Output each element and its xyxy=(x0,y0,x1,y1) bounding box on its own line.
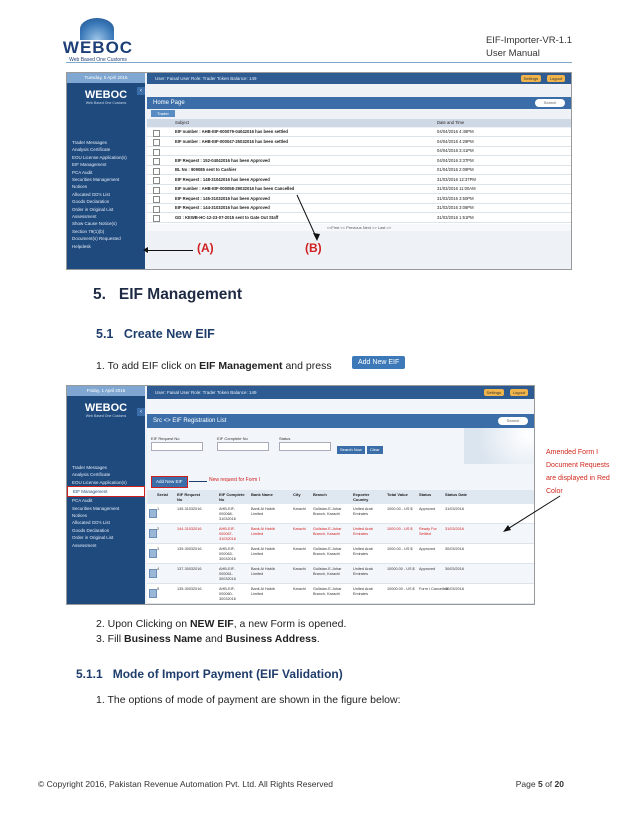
filter-complete-input[interactable] xyxy=(217,442,269,451)
cell-st: Ready For Settled xyxy=(419,527,437,536)
sidebar-item[interactable]: Assessment xyxy=(72,542,97,548)
step-4: 1. The options of mode of payment are shown in the figure below: xyxy=(96,694,401,706)
sidebar-item[interactable]: Allocated GD's List xyxy=(72,520,110,526)
cell-cmp[interactable]: AHB-EIF-000060-30032016 xyxy=(219,587,236,601)
cell-ctry: United Arab Emirates xyxy=(353,587,373,596)
step-3-mid: and xyxy=(202,633,226,645)
sidebar-item[interactable]: Analysis Certificate xyxy=(72,472,111,478)
row-subject: BL No : 909085 sent to Cashier xyxy=(175,167,237,172)
edit-icon[interactable] xyxy=(149,569,157,578)
cell-val: 10000.00 - US $ xyxy=(387,567,415,571)
column-header[interactable]: EIF Request No xyxy=(177,492,201,502)
step-2-bold: NEW EIF xyxy=(189,618,234,630)
footer-of: of xyxy=(542,779,555,789)
step-3-post: . xyxy=(316,633,320,645)
cell-br: Gulistan-E-Johar Branch, Karachi xyxy=(313,567,342,576)
filter-status-label: Status xyxy=(279,436,291,441)
sidebar-item[interactable]: EIF Management xyxy=(72,162,107,168)
user-bar: User: Faisal User Role: Trader Token Balance: 149 xyxy=(147,73,571,84)
sidebar-item[interactable]: Notices xyxy=(72,513,88,519)
sidebar2-logo: WEBOC xyxy=(84,402,128,414)
row-date: 31/03/2016 3:50PM xyxy=(437,195,474,201)
cell-bank: Bank Al Habib Limited xyxy=(251,587,275,596)
cell-val: 1000.00 - US $ xyxy=(387,507,413,511)
row-checkbox[interactable] xyxy=(153,177,160,184)
footer-page-total: 20 xyxy=(554,779,564,789)
cell-dt: 31/03/2016 xyxy=(445,507,465,511)
cell-city: Karachi xyxy=(293,587,306,591)
sidebar-item[interactable]: Goods Declaration xyxy=(72,199,110,205)
settings-button-2[interactable]: Settings xyxy=(484,389,504,396)
tab-trader[interactable]: Trader xyxy=(151,110,175,117)
column-header[interactable]: Bank Name xyxy=(251,492,273,497)
cell-br: Gulistan-E-Johar Branch, Karachi xyxy=(313,507,342,516)
cell-n: 5 xyxy=(157,587,160,591)
column-header[interactable]: City xyxy=(293,492,301,497)
cell-n: 1 xyxy=(157,507,160,511)
col-subject: Subject xyxy=(175,120,189,125)
section-511-number: 5.1.1 xyxy=(76,667,103,681)
footer-page-label: Page xyxy=(515,779,538,789)
filter-req-input[interactable] xyxy=(151,442,203,451)
pager[interactable]: <<First << Previous Next >> Last >> xyxy=(147,224,571,231)
column-header[interactable]: Status Date xyxy=(445,492,468,497)
row-checkbox[interactable] xyxy=(153,168,160,175)
edit-icon[interactable] xyxy=(149,529,157,538)
filter-complete-label: EIF Complete No xyxy=(217,436,248,441)
sidebar-item[interactable]: Allocated GD's List xyxy=(72,191,110,197)
cell-cmp[interactable]: AHB-EIF-000067-31032016 xyxy=(219,527,236,541)
row-subject: EIF Request : 152-04042016 has been Approved xyxy=(175,157,270,163)
row-subject: EIF Request : 148-31042016 has been Approved xyxy=(175,176,270,182)
cell-city: Karachi xyxy=(293,547,306,551)
footer-page-number: 5 xyxy=(537,779,543,789)
logo-text: WEBOC xyxy=(62,38,134,57)
cell-bank: Bank Al Habib Limited xyxy=(251,527,275,536)
collapse-chevron-icon[interactable]: ‹ xyxy=(137,87,145,95)
cell-dt: 30/03/2016 xyxy=(445,567,465,571)
row-checkbox[interactable] xyxy=(153,149,160,156)
row-date: 31/03/2016 1:51PM xyxy=(437,214,474,220)
decorative-curve xyxy=(464,428,534,464)
cell-bank: Bank Al Habib Limited xyxy=(251,507,275,516)
globe-icon xyxy=(80,18,114,40)
cell-req[interactable]: 139-30032016 xyxy=(177,547,202,551)
cell-st: Approved xyxy=(419,567,436,571)
cell-ctry: United Arab Emirates xyxy=(353,527,373,536)
cell-br: Gulistan-E-Johar Branch, Karachi xyxy=(313,547,342,556)
sidebar-item[interactable]: Analysis Certificate xyxy=(72,147,111,153)
add-new-eif-button[interactable]: Add New EIF xyxy=(352,356,405,369)
screenshot2-sidebar xyxy=(67,386,145,604)
table-row[interactable] xyxy=(147,195,571,204)
cell-br: Gulistan-E-Johar Branch, Karachi xyxy=(313,527,342,536)
section-51-number: 5.1 xyxy=(96,327,114,341)
sidebar-item[interactable]: Trader Messages xyxy=(72,465,107,470)
sidebar-item[interactable]: EOU License Application(s) xyxy=(72,479,127,485)
cell-val: 1000.00 - US $ xyxy=(387,547,413,551)
step-3-bold-2: Business Address xyxy=(225,633,317,645)
cell-ctry: United Arab Emirates xyxy=(353,547,373,556)
side-note-line-2: Document Requests xyxy=(546,462,610,469)
cell-dt: 30/03/2016 xyxy=(445,547,465,551)
screenshot-eif-list xyxy=(66,385,535,605)
table-row[interactable] xyxy=(147,544,534,564)
screenshot-sidebar xyxy=(67,73,145,269)
section-5-heading xyxy=(93,286,242,304)
sidebar-item[interactable]: Order in Original List xyxy=(72,206,114,212)
cell-st: Approved xyxy=(419,547,436,551)
side-note-line-3: are displayed in Red xyxy=(546,475,610,482)
sidebar-item[interactable]: EOU License Application(s) xyxy=(72,154,127,160)
step-1-post: and press xyxy=(282,360,332,372)
arrow-a xyxy=(147,250,193,251)
side-note-line-4: Color xyxy=(546,488,563,495)
table-row[interactable] xyxy=(147,185,571,194)
search-now-button[interactable]: Search Now xyxy=(337,446,365,454)
sidebar-item[interactable]: Section 79(1)(b) xyxy=(72,228,105,234)
cell-city: Karachi xyxy=(293,567,306,571)
table-row[interactable] xyxy=(147,147,571,156)
arrowhead-a xyxy=(143,247,148,253)
row-subject: EIF Request : 144-31032016 has been Approved xyxy=(175,205,270,210)
row-checkbox[interactable] xyxy=(153,139,160,146)
sidebar-item[interactable]: PCA Audit xyxy=(72,498,93,504)
document-header xyxy=(486,34,572,60)
arrow-b xyxy=(295,193,325,243)
cell-req[interactable]: 145-31032016 xyxy=(177,507,202,511)
section-511-title: Mode of Import Payment (EIF Validation) xyxy=(112,667,343,681)
sidebar-item[interactable]: Notices xyxy=(72,184,88,190)
column-header[interactable]: Status xyxy=(419,492,432,497)
row-subject: EIF Request : 145-31032016 has been Approved xyxy=(175,195,270,201)
section-51-heading xyxy=(96,327,215,341)
step-3-bold-1: Business Name xyxy=(124,633,203,645)
sidebar2-date: Friday, 1 April 2016 xyxy=(67,386,145,396)
row-date: 01/04/2016 2:09PM xyxy=(437,167,474,172)
add-new-eif-button-2[interactable]: Add New EIF xyxy=(151,476,188,488)
header-divider xyxy=(66,62,572,63)
sidebar-item[interactable]: PCA Audit xyxy=(72,169,93,175)
footer-copyright: © Copyright 2016, Pakistan Revenue Automation Pvt. Ltd. All Rights Reserved xyxy=(38,779,333,789)
row-checkbox[interactable] xyxy=(153,196,160,203)
cell-cmp[interactable]: AHB-EIF-000068-31032016 xyxy=(219,507,236,521)
arrow-side-note xyxy=(498,494,568,536)
filter-req-label: EIF Request No xyxy=(151,436,180,441)
step-1-bold: EIF Management xyxy=(199,360,283,372)
step-3 xyxy=(96,633,320,645)
table-row[interactable] xyxy=(147,128,571,137)
user-bar-2: User: Faisal User Role: Trader Token Balance: 149 xyxy=(147,386,534,399)
table-row[interactable] xyxy=(147,157,571,166)
step-2-text: 2. Upon Clicking on xyxy=(96,618,190,630)
filter-status-select[interactable] xyxy=(279,442,331,451)
row-date: 04/04/2016 4:48PM xyxy=(437,129,474,134)
page-title: Home Page xyxy=(147,97,571,109)
row-subject: EIF number : AHB-EIF-000058-29032016 has been Cancelled xyxy=(175,186,295,191)
side-note-line-1: Amended Form I xyxy=(546,449,599,456)
doc-title: EIF-Importer-VR-1.1 xyxy=(485,35,572,46)
table-row[interactable] xyxy=(147,204,571,213)
side-note xyxy=(546,446,626,498)
edit-icon[interactable] xyxy=(149,549,157,558)
row-checkbox[interactable] xyxy=(153,130,160,137)
cell-ctry: United Arab Emirates xyxy=(353,507,373,516)
row-date: 04/04/2016 3:37PM xyxy=(437,157,474,163)
cell-st: Form I Cancelled xyxy=(419,587,448,591)
sidebar-item[interactable]: Show Cause Notice(s) xyxy=(72,221,117,227)
cell-n: 4 xyxy=(157,567,160,571)
row-date: 04/04/2016 4:29PM xyxy=(437,138,474,144)
search-input[interactable]: Search xyxy=(535,99,565,107)
sidebar-item[interactable]: Helpdesk xyxy=(72,243,91,249)
row-subject: GD : KEWB-HC-12-23-07-2015 sent to Gate Out Staff xyxy=(175,214,279,220)
edit-icon[interactable] xyxy=(149,589,157,598)
cell-bank: Bank Al Habib Limited xyxy=(251,567,275,576)
step-1-text: 1. To add EIF click on xyxy=(96,360,200,372)
footer-page xyxy=(516,779,564,789)
cell-dt: 30/03/2016 xyxy=(445,587,465,591)
logout-button-2[interactable]: Logout xyxy=(510,389,528,396)
cell-ctry: United Arab Emirates xyxy=(353,567,373,576)
sidebar-item[interactable]: Document(s) Requested xyxy=(72,236,121,242)
table-row[interactable] xyxy=(147,564,534,584)
cell-val: 10000.00 - US $ xyxy=(387,587,415,591)
sidebar-item[interactable]: Order in Original List xyxy=(72,535,114,541)
logout-button[interactable]: Logout xyxy=(547,75,565,82)
sidebar2-logo-sub: Web Based One Customs xyxy=(85,414,127,418)
row-subject: EIF number : AHB-EIF-000079-04042016 has been settled xyxy=(175,129,288,134)
sidebar-logo: WEBOC xyxy=(84,89,128,101)
section-5-title: EIF Management xyxy=(118,286,243,303)
screenshot-home-page xyxy=(66,72,572,270)
step-2-post: , a new Form is opened. xyxy=(233,618,347,630)
table-row[interactable] xyxy=(147,176,571,185)
cell-cmp[interactable]: AHB-EIF-000063-30032016 xyxy=(219,547,236,561)
cell-st: Approved xyxy=(419,507,436,511)
column-header[interactable]: Branch xyxy=(313,492,327,497)
cell-req[interactable]: 137-30032016 xyxy=(177,567,202,571)
search-input-2[interactable]: Search xyxy=(498,417,528,425)
section-51-title: Create New EIF xyxy=(123,327,215,341)
row-checkbox[interactable] xyxy=(153,158,160,165)
collapse2-chevron-icon[interactable]: ‹ xyxy=(137,408,145,416)
doc-subtitle: User Manual xyxy=(485,48,540,59)
column-header[interactable]: Total Value xyxy=(387,492,408,497)
cell-val: 1000.00 - US $ xyxy=(387,527,413,531)
table-row[interactable] xyxy=(147,214,571,223)
sidebar-item[interactable]: Goods Declaration xyxy=(72,527,110,533)
row-date: 31/03/2016 11:00AM xyxy=(437,186,476,191)
sidebar-item[interactable]: Trader Messages xyxy=(72,140,107,145)
step-2 xyxy=(96,618,346,630)
new-request-note: New request for Form I xyxy=(209,477,261,483)
row-date: 31/03/2016 12:37PM xyxy=(437,176,476,182)
sidebar-item[interactable]: Securities Management xyxy=(72,505,120,511)
cell-dt: 31/03/2016 xyxy=(445,527,465,531)
sidebar-date: Tuesday, 5 April 2016 xyxy=(67,73,145,83)
page-title-2: Src <> EIF Registration List xyxy=(147,414,534,428)
column-header[interactable]: Serial xyxy=(157,492,168,497)
label-a: (A) xyxy=(197,241,214,255)
table-row[interactable] xyxy=(147,524,534,544)
cell-req[interactable]: 135-30032016 xyxy=(177,587,202,591)
row-checkbox[interactable] xyxy=(153,206,160,213)
sidebar-item[interactable]: EIF Management xyxy=(67,486,145,497)
cell-cmp[interactable]: AHB-EIF-000061-30032016 xyxy=(219,567,236,581)
cell-city: Karachi xyxy=(293,527,306,531)
table-row[interactable] xyxy=(147,504,534,524)
table-row[interactable] xyxy=(147,584,534,604)
weboc-logo xyxy=(58,18,138,64)
cell-n: 2 xyxy=(157,527,160,531)
cell-br: Gulistan-E-Johar Branch, Karachi xyxy=(313,587,342,596)
arrow-new-request xyxy=(189,481,207,482)
cell-req[interactable]: 144-31032016 xyxy=(177,527,202,531)
step-1 xyxy=(96,360,332,372)
row-date: 04/04/2016 3:41PM xyxy=(437,148,474,153)
clear-button[interactable]: Clear xyxy=(367,446,383,454)
step-3-text: 3. Fill xyxy=(96,633,125,645)
column-header[interactable]: Exporter Country xyxy=(353,492,370,502)
cell-bank: Bank Al Habib Limited xyxy=(251,547,275,556)
edit-icon[interactable] xyxy=(149,509,157,518)
row-date: 31/03/2016 3:08PM xyxy=(437,205,474,210)
section-5-number: 5. xyxy=(93,286,106,303)
table-row[interactable] xyxy=(147,138,571,147)
section-511-heading xyxy=(76,667,343,681)
sidebar-item[interactable]: Securities Management xyxy=(72,177,120,183)
cell-n: 3 xyxy=(157,547,160,551)
logo-subtitle: Web Based One Customs xyxy=(69,57,127,63)
row-subject: EIF number : AHB-EIF-000047-25032016 has been settled xyxy=(175,138,288,144)
row-checkbox[interactable] xyxy=(153,187,160,194)
column-header[interactable]: EIF Complete No xyxy=(219,492,245,502)
col-date: Date and Time xyxy=(437,120,465,125)
row-checkbox[interactable] xyxy=(153,215,160,222)
label-b: (B) xyxy=(305,241,322,255)
sidebar-logo-sub: Web Based One Customs xyxy=(85,101,127,105)
settings-button[interactable]: Settings xyxy=(521,75,541,82)
sidebar-item[interactable]: Assessment xyxy=(72,214,97,220)
table-row[interactable] xyxy=(147,166,571,175)
cell-city: Karachi xyxy=(293,507,306,511)
